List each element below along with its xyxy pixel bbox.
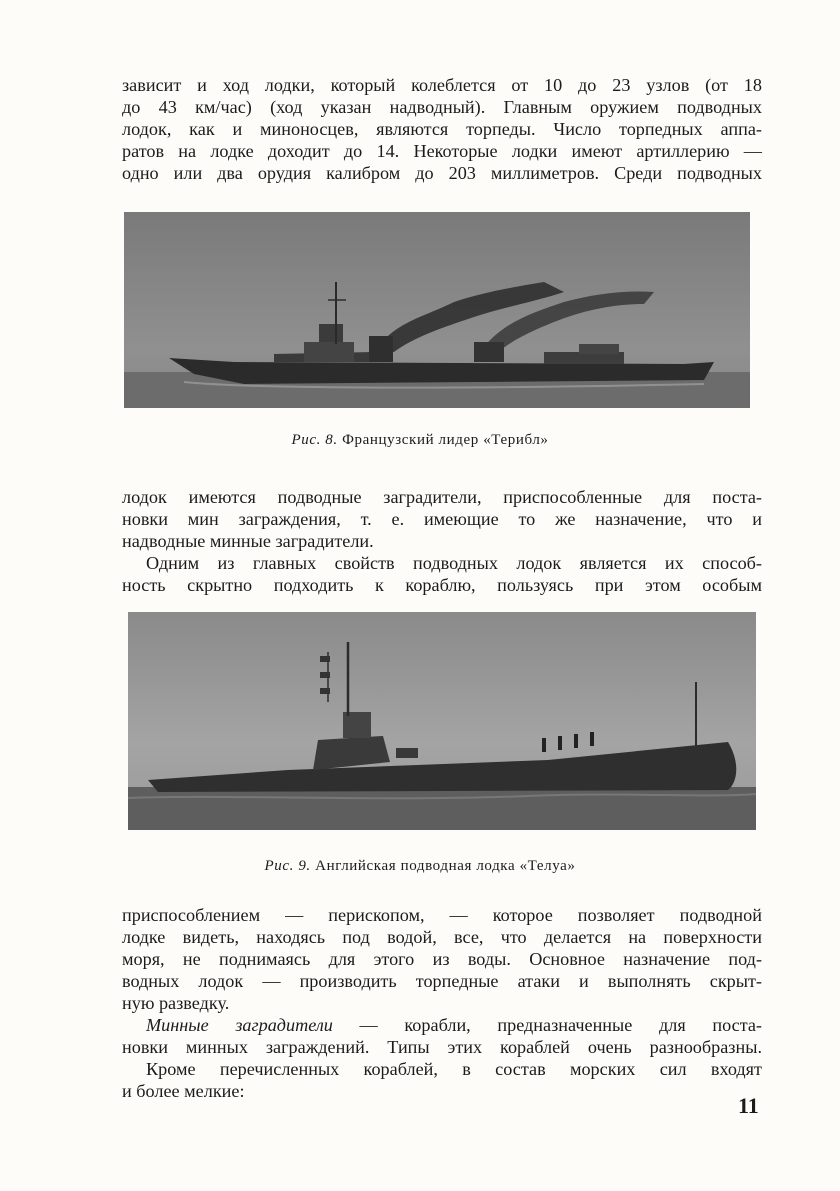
figure8-caption-prefix: Рис. 8. (291, 432, 338, 448)
figure-submarine-photo (128, 612, 756, 830)
term-mine-layers: Минные заградители (146, 1015, 333, 1035)
text-line: ратов на лодке доходит до 14. Некоторые лодки имеют артиллерию — (122, 141, 762, 161)
submarine-illustration (128, 612, 756, 830)
text-line: новки мин заграждения, т. е. имеющие то же назначение, что и (122, 509, 762, 529)
paragraph-mine-layers (122, 1014, 762, 1058)
text-line: новки минных заграждений. Типы этих кораблей очень разнообразны. (122, 1037, 762, 1057)
destroyer-illustration (124, 212, 750, 408)
figure-destroyer-photo (124, 212, 750, 408)
text-line: водных лодок — производить торпедные атаки и выполнять скрыт- (122, 971, 762, 991)
text-line: и более мелкие: (122, 1081, 245, 1101)
text-line: лодке видеть, находясь под водой, все, что делается на поверхности (122, 927, 762, 947)
text-line: до 43 км/час) (ход указан надводный). Главным оружием подводных (122, 97, 762, 117)
text-line: зависит и ход лодки, который колеблется от 10 до 23 узлов (от 18 (122, 75, 762, 95)
paragraph-top (122, 74, 762, 184)
text-line: лодок имеются подводные заградители, приспособленные для поста- (122, 487, 762, 507)
figure8-caption-text: Французский лидер «Терибл» (342, 432, 549, 448)
text-line: Кроме перечисленных кораблей, в состав морских сил входят (146, 1059, 762, 1079)
paragraph-middle-2 (122, 552, 762, 596)
text-line: моря, не поднимаясь для этого из воды. Основное назначение под- (122, 949, 762, 969)
text-line: ность скрытно подходить к кораблю, пользуясь при этом особым (122, 575, 762, 595)
figure9-caption-prefix: Рис. 9. (264, 858, 311, 874)
text-line: надводные минные заградители. (122, 531, 374, 551)
paragraph-bottom (122, 904, 762, 1014)
paragraph-middle (122, 486, 762, 552)
figure9-caption (0, 858, 840, 875)
text-line: приспособлением — перископом, — которое позволяет подводной (122, 905, 762, 925)
text-line: одно или два орудия калибром до 203 миллиметров. Среди подводных (122, 163, 762, 183)
text-line: ную разведку. (122, 993, 230, 1013)
figure9-caption-text: Английская подводная лодка «Телуа» (315, 858, 576, 874)
text-line: Одним из главных свойств подводных лодок является их способ- (146, 553, 762, 573)
text-line: лодок, как и миноносцев, являются торпеды. Число торпедных аппа- (122, 119, 762, 139)
text-line (122, 1014, 762, 1036)
paragraph-last (122, 1058, 762, 1102)
text-fragment: — корабли, предназначенные для поста- (332, 1015, 762, 1035)
page-number: 11 (738, 1093, 759, 1118)
figure8-caption (0, 432, 840, 449)
